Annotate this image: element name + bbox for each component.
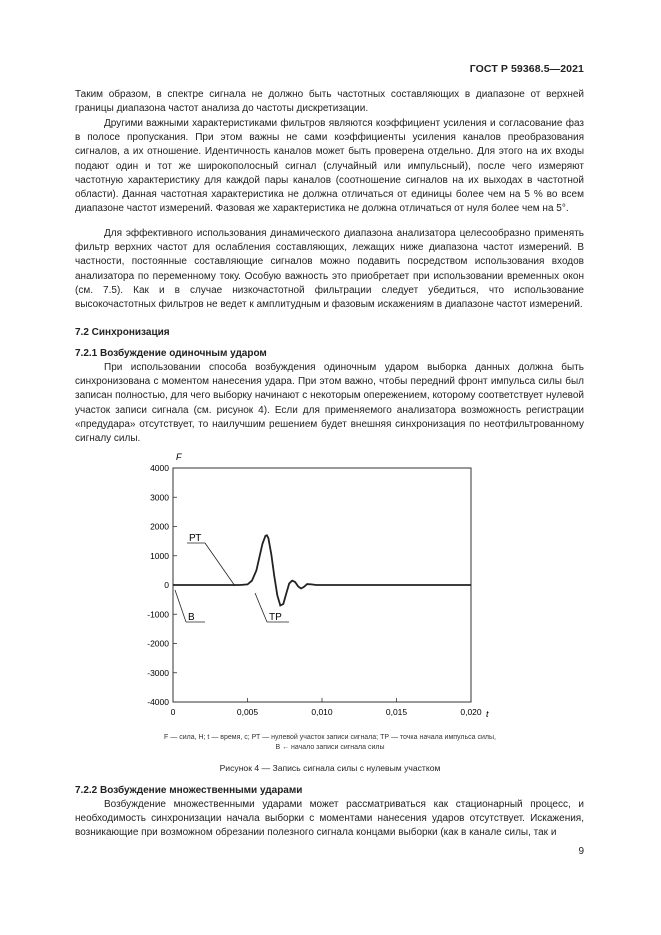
b-arrow xyxy=(175,590,186,622)
y-tick-label: 1000 xyxy=(150,550,169,561)
tp-arrow xyxy=(255,593,267,622)
section-heading-7-2-1: 7.2.1 Возбуждение одиночным ударом xyxy=(75,348,267,359)
x-tick-label: 0,015 xyxy=(385,707,408,717)
y-tick-label: 0 xyxy=(164,580,169,590)
y-axis-label: F xyxy=(176,452,182,462)
x-axis-ticks xyxy=(171,698,482,717)
y-tick-label: -4000 xyxy=(147,697,169,707)
paragraph-5: Возбуждение множественными ударами может рассматриваться как стационарный процесс, и необходимость синхронизации начала выборки с моментами нанесения ударов отсутствует. Искажения, возникающие при возможном обрезании полезного сигнала концами выборки (как в канале силы, так и xyxy=(75,799,584,839)
standard-header: ГОСТ Р 59368.5—2021 xyxy=(469,63,584,75)
page-number: 9 xyxy=(578,846,584,857)
y-tick-label: -1000 xyxy=(147,609,169,620)
b-label: В xyxy=(188,612,195,623)
y-tick-label: -3000 xyxy=(147,667,169,678)
x-tick-label: 0,020 xyxy=(460,707,482,717)
x-axis-label: t xyxy=(486,709,489,719)
y-tick-label: -2000 xyxy=(147,638,169,649)
figure-caption: Рисунок 4 — Запись сигнала силы с нулевым участком xyxy=(219,763,441,773)
y-tick-label: 3000 xyxy=(150,492,169,503)
y-tick-label: 2000 xyxy=(150,521,169,532)
figure-legend-line-1: F — сила, Н; t — время, с; РТ — нулевой участок записи сигнала; ТР — точка начала импульса силы, xyxy=(164,734,496,741)
force-series-line xyxy=(173,535,471,605)
y-tick-label: 4000 xyxy=(150,463,169,473)
x-tick-label: 0,005 xyxy=(236,707,259,717)
force-signal-chart xyxy=(0,445,661,745)
tp-label: ТР xyxy=(269,612,282,623)
paragraph-2: Другими важными характеристиками фильтров являются коэффициент усиления и согласование фаз в полосе пропускания. При этом важны не сами коэффициенты усиления каналов преобразования сигналов, а их отношение. Идентичность каналов может быть проверена отдельно. Для этого на их входы подают один и тот же широкополосный сигнал (случайный или импульсный), после чего измеряют частотную характеристику для каждой пары каналов (соотношение сигналов на их выходах в частотной области). Данная частотная характеристика не должна отличаться от единицы более чем на 5 % во всем диапазоне частот измерений. Фазовая же характеристика не должна отличаться от нуля более чем на 5°. xyxy=(75,118,584,215)
paragraph-3: Для эффективного использования динамического диапазона анализатора целесообразно применять фильтр верхних частот для ослабления составляющих, лежащих ниже диапазона частот измерений. В частности, постоянные составляющие сигналов можно подавить посредством использования входов анализатора по переменному току. Особую важность это приобретает при использовании временных окон (см. 7.5). Как и в случае низкочастотной фильтрации следует убедиться, что использование высокочастотных фильтров не ведет к амплитудным и фазовым искажениям в диапазоне частот измерений. xyxy=(75,228,584,311)
pt-label: РТ xyxy=(189,533,202,544)
figure-legend-line-2: В ← начало записи сигнала силы xyxy=(275,744,385,751)
x-tick-label: 0,010 xyxy=(311,707,333,717)
paragraph-4: При использовании способа возбуждения одиночным ударом выборка данных должна быть синхронизована с моментом нанесения удара. При этом важно, чтобы передний фронт импульса силы был записан полностью, для чего выборку начинают с некоторым опережением, которому соответствует нулевой участок записи сигнала (см. рисунок 4). Если для применяемого анализатора возможность регистрации «предудара» отсутствует, то наилучшим решением будет внешняя синхронизация по неотфильтрованному сигналу силы. xyxy=(75,362,584,445)
section-heading-7-2: 7.2 Синхронизация xyxy=(75,327,170,338)
x-tick-label: 0 xyxy=(170,707,176,717)
section-heading-7-2-2: 7.2.2 Возбуждение множественными ударами xyxy=(75,785,303,796)
paragraph-1: Таким образом, в спектре сигнала не должно быть частотных составляющих в диапазоне от верхней границы диапазона частот анализа до частоты дискретизации. xyxy=(75,89,584,115)
pt-arrow xyxy=(205,543,235,586)
